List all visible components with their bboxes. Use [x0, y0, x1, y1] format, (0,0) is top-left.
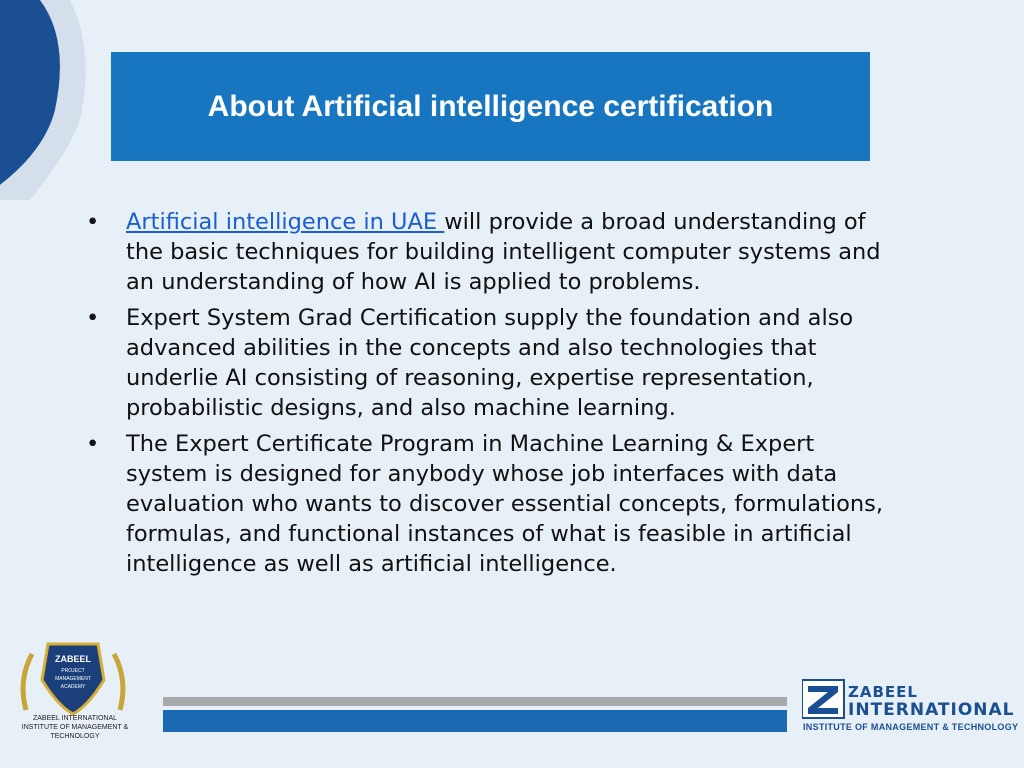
bullet-text: Expert System Grad Certification supply the foundation and also advanced abilities in the concepts and also technologies that underlie AI consisting of reasoning, expertise representation, probabilistic designs, and also machine learning. [126, 305, 854, 421]
academy-badge-logo [18, 640, 128, 716]
brand-tagline: INSTITUTE OF MANAGEMENT & TECHNOLOGY [803, 722, 1019, 732]
background-swoosh [0, 0, 120, 200]
bullet-marker: • [86, 209, 100, 235]
badge-line: ZABEEL [55, 654, 91, 664]
bullet-text: will provide a broad understanding of the basic techniques for building intelligent computer systems and an understanding of how AI is applied to problems. [126, 209, 881, 295]
badge-line: MANAGEMENT [55, 676, 91, 682]
bullet-item [86, 429, 896, 579]
ai-in-uae-link[interactable]: Artificial intelligence in UAE [126, 209, 445, 235]
bullet-item [86, 303, 896, 423]
brand-name-line2: INTERNATIONAL [848, 700, 1015, 720]
badge-line: ACADEMY [60, 684, 86, 690]
badge-caption [0, 714, 150, 741]
slide-title: About Artificial intelligence certification [207, 89, 774, 123]
badge-line: PROJECT [61, 668, 85, 674]
bullet-text: The Expert Certificate Program in Machine Learning & Expert system is designed for anybody whose job interfaces with data evaluation who wants to discover essential concepts, formulations, formulas, and functional instances of what is feasible in artificial intelligence as well as artificial intelligence. [126, 431, 884, 577]
footer-blue-bar [163, 710, 787, 732]
brand-name-line1: ZABEEL [848, 683, 918, 701]
bullet-marker: • [86, 431, 100, 457]
footer-grey-bar [163, 697, 787, 706]
badge-caption-line1: ZABEEL INTERNATIONAL [32, 715, 118, 722]
bullet-item [86, 207, 896, 297]
bullet-marker: • [86, 305, 100, 331]
badge-caption-line2: INSTITUTE OF MANAGEMENT & TECHNOLOGY [21, 724, 129, 740]
title-banner [111, 52, 870, 161]
bullet-list [86, 207, 896, 585]
